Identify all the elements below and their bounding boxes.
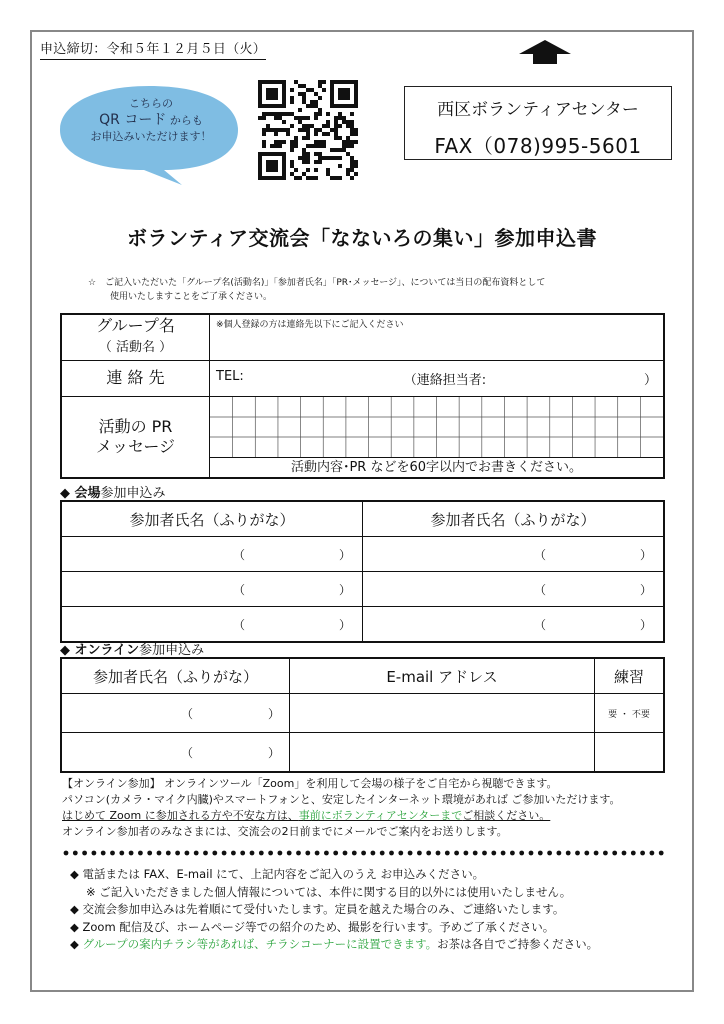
open-paren: （ bbox=[534, 582, 547, 597]
qr-callout-small: からも bbox=[166, 114, 203, 127]
venue-name-field[interactable] bbox=[363, 572, 665, 607]
usage-note bbox=[88, 276, 678, 304]
contact-close-paren: ） bbox=[643, 372, 657, 388]
close-paren: ） bbox=[639, 617, 652, 632]
group-info-table bbox=[60, 313, 665, 479]
online-name-field[interactable] bbox=[61, 733, 290, 773]
pr-label-line1: 活動の PR bbox=[98, 416, 173, 436]
online-col-practice: 練習 bbox=[595, 658, 665, 694]
usage-note-line1: ☆ ご記入いただいた「グループ名(活動名)」「参加者氏名」「PR･メッセージ」、については当日の配布資料として bbox=[88, 278, 546, 288]
table-row bbox=[61, 537, 664, 572]
pr-footer: 活動内容･PR などを60字以内でお書きください。 bbox=[210, 457, 663, 477]
qr-code[interactable] bbox=[258, 80, 360, 182]
open-paren: （ bbox=[233, 582, 246, 597]
close-paren: ） bbox=[338, 547, 351, 562]
online-heading-bold: オンライン bbox=[74, 643, 140, 658]
pr-label-line2: メッセージ bbox=[95, 436, 176, 456]
contact-person-label: （連絡担当者: bbox=[403, 372, 487, 388]
usage-note-line2: 使用いたしますことをご了承ください。 bbox=[110, 292, 273, 302]
online-col-email: E-mail アドレス bbox=[290, 658, 595, 694]
venue-name-field[interactable] bbox=[363, 537, 665, 572]
table-row bbox=[61, 607, 664, 643]
open-paren: （ bbox=[181, 745, 194, 760]
online-col-name: 参加者氏名（ふりがな） bbox=[61, 658, 290, 694]
tel-label: TEL: bbox=[216, 368, 244, 384]
online-email-field[interactable] bbox=[290, 694, 595, 733]
qr-callout bbox=[80, 96, 222, 145]
online-info-line3-green: 事前にボランティアセンターまで bbox=[298, 809, 463, 822]
online-info bbox=[62, 776, 682, 840]
group-name-field[interactable] bbox=[210, 314, 665, 360]
bottom-notes bbox=[70, 866, 680, 954]
close-paren: ） bbox=[639, 582, 652, 597]
note-1: ◆ 電話または FAX、E-mail にて、上記内容をご記入のうえ お申込みください。 bbox=[70, 867, 485, 881]
venue-participant-table bbox=[60, 500, 665, 643]
note-1-sub: ※ ご記入いただきました個人情報については、本件に関する目的以外には使用いたしません。 bbox=[86, 884, 572, 899]
open-paren: （ bbox=[233, 617, 246, 632]
venue-section-heading bbox=[60, 482, 166, 501]
online-info-line3b: ご相談ください。 bbox=[462, 809, 551, 822]
group-name-label bbox=[61, 314, 210, 360]
group-name-label-sub: （ 活動名 ） bbox=[98, 340, 173, 356]
table-row bbox=[61, 733, 664, 773]
group-name-note: ※個人登録の方は連絡先以下にご記入ください bbox=[216, 320, 404, 330]
note-2: ◆ 交流会参加申込みは先着順にて受付いたします。定員を越えた場合のみ、ご連絡いたします。 bbox=[70, 902, 565, 916]
practice-selector[interactable] bbox=[595, 733, 665, 773]
venue-col-header-left: 参加者氏名（ふりがな） bbox=[61, 501, 363, 537]
online-participant-table bbox=[60, 657, 665, 773]
close-paren: ） bbox=[338, 582, 351, 597]
pr-message-field[interactable] bbox=[210, 396, 665, 478]
note-4 bbox=[70, 936, 680, 954]
note-4-green: グループの案内チラシ等があれば、チラシコーナーに設置できます。 bbox=[82, 937, 438, 951]
venue-heading-light: 参加申込み bbox=[100, 486, 166, 501]
online-info-line3 bbox=[62, 808, 682, 824]
online-heading-light: 参加申込み bbox=[139, 643, 205, 658]
qr-callout-big: QR コード bbox=[99, 112, 167, 128]
qr-callout-line1: こちらの bbox=[129, 97, 173, 110]
contact-field[interactable] bbox=[210, 360, 665, 396]
diamond-icon: ◆ bbox=[70, 937, 83, 951]
group-name-label-main: グループ名 bbox=[96, 316, 175, 336]
note-4-rest: お茶は各自でご持参ください。 bbox=[437, 937, 599, 951]
table-row bbox=[61, 572, 664, 607]
diamond-icon: ◆ bbox=[60, 486, 75, 501]
contact-label: 連 絡 先 bbox=[61, 360, 210, 396]
venue-name-field[interactable] bbox=[61, 572, 363, 607]
qr-callout-line3: お申込みいただけます！ bbox=[90, 130, 212, 143]
close-paren: ） bbox=[267, 745, 280, 760]
note-3: ◆ Zoom 配信及び、ホームページ等での紹介のため、撮影を行います。予めご了承ください。 bbox=[70, 919, 555, 934]
venue-name-field[interactable] bbox=[61, 537, 363, 572]
qr-callout-line2 bbox=[80, 112, 222, 129]
online-email-field[interactable] bbox=[290, 733, 595, 773]
close-paren: ） bbox=[338, 617, 351, 632]
open-paren: （ bbox=[181, 706, 194, 721]
venue-name-field[interactable] bbox=[61, 607, 363, 643]
online-info-line4: オンライン参加者のみなさまには、交流会の2日前までにメールでご案内をお送りします。 bbox=[62, 825, 508, 838]
venue-col-header-right: 参加者氏名（ふりがな） bbox=[363, 501, 665, 537]
online-info-line2: パソコン(カメラ・マイク内臓)やスマートフォンと、安定したインターネット環境があれば ご参加いただけます。 bbox=[62, 793, 621, 806]
dotted-divider bbox=[62, 848, 672, 858]
deadline-text: 申込締切：令和５年１２月５日（火） bbox=[40, 38, 266, 60]
open-paren: （ bbox=[534, 547, 547, 562]
pr-character-grid[interactable] bbox=[210, 397, 663, 457]
venue-heading-bold: 会場 bbox=[74, 486, 101, 501]
pr-label bbox=[61, 396, 210, 478]
venue-name-field[interactable] bbox=[363, 607, 665, 643]
online-name-field[interactable] bbox=[61, 694, 290, 733]
up-arrow-icon bbox=[515, 38, 575, 66]
practice-selector[interactable]: 要 ・ 不要 bbox=[595, 694, 665, 733]
online-info-line3a: はじめて Zoom に参加される方や不安な方は、 bbox=[62, 809, 299, 822]
diamond-icon: ◆ bbox=[60, 643, 75, 658]
page-title: ボランティア交流会「なないろの集い」参加申込書 bbox=[127, 226, 597, 250]
table-row bbox=[61, 694, 664, 733]
fax-box bbox=[404, 86, 672, 160]
close-paren: ） bbox=[267, 706, 280, 721]
fax-number: FAX（078)995-5601 bbox=[434, 134, 642, 158]
close-paren: ） bbox=[639, 547, 652, 562]
open-paren: （ bbox=[233, 547, 246, 562]
center-name: 西区ボランティアセンター bbox=[437, 100, 639, 120]
online-section-heading bbox=[60, 639, 204, 658]
open-paren: （ bbox=[534, 617, 547, 632]
online-info-line1: 【オンライン参加】 オンラインツール「Zoom」を利用して会場の様子をご自宅から視聴できます。 bbox=[62, 777, 558, 790]
